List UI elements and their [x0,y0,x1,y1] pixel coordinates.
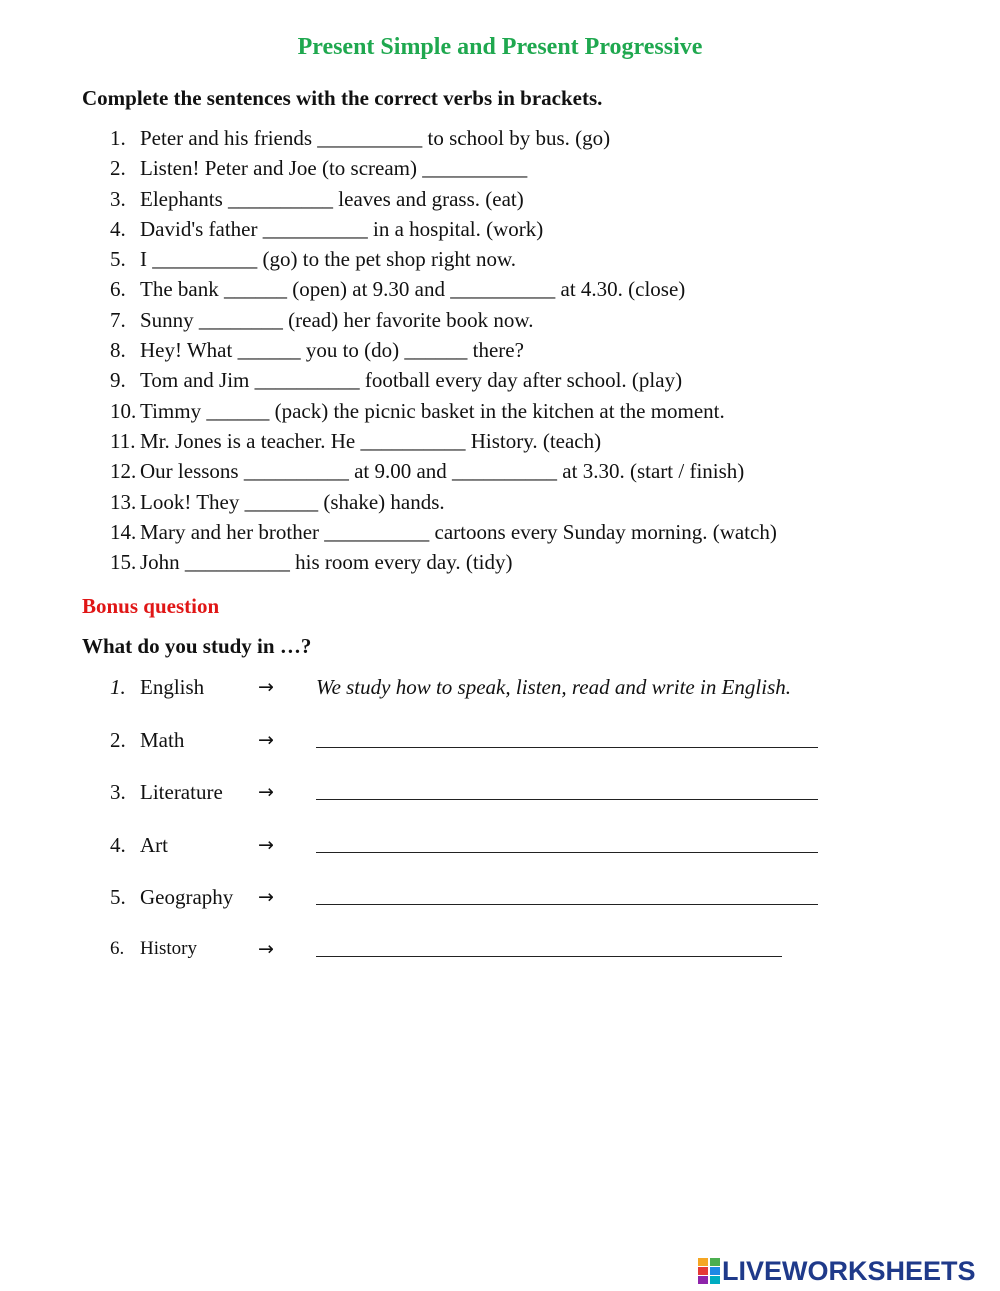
item-text: Our lessons __________ at 9.00 and __________ at 3.30. (start / finish) [140,459,745,484]
item-text: Tom and Jim __________ football every day after school. (play) [140,368,683,393]
arrow-right-icon: → [258,676,274,698]
exercise-item [0,123,1000,153]
item-number: 1. [110,126,126,150]
item-text: Look! They _______ (shake) hands. [140,489,445,514]
exercise-item [0,335,1000,365]
study-row-art [0,830,1000,860]
worksheet-title: Present Simple and Present Progressive [297,34,703,60]
arrow-right-icon: → [258,729,274,751]
study-number: 3. [110,780,126,804]
answer-blank-line[interactable] [316,956,782,957]
exercise-item [0,184,1000,214]
item-text: Elephants __________ leaves and grass. (eat) [140,186,524,211]
study-answer: We study how to speak, listen, read and write in English. [316,675,792,699]
study-number: 5. [110,885,126,909]
study-row-literature [0,777,1000,807]
exercise-item [0,153,1000,183]
study-row-english [0,672,1000,702]
arrow-right-icon: → [258,938,274,960]
item-text: David's father __________ in a hospital. (work) [140,216,544,241]
study-subject: History [140,938,197,959]
answer-blank-line[interactable] [316,852,818,853]
item-text: Hey! What ______ you to (do) ______ there? [140,338,524,363]
exercise-item [0,456,1000,486]
item-number: 4. [110,216,126,241]
bonus-heading: Bonus question [82,594,220,618]
exercise-item [0,487,1000,517]
item-number: 13. [110,489,137,514]
bonus-question: What do you study in …? [82,634,312,658]
exercise-item [0,214,1000,244]
item-number: 15. [110,550,137,575]
arrow-right-icon: → [258,781,274,803]
item-text: I __________ (go) to the pet shop right now. [140,247,517,272]
study-row-math [0,725,1000,755]
item-number: 6. [110,277,126,302]
item-text: Mr. Jones is a teacher. He __________ History. (teach) [140,428,602,453]
exercise-list [0,123,1000,577]
study-number: 4. [110,833,126,857]
item-text: Peter and his friends __________ to school by bus. (go) [140,126,611,150]
item-number: 5. [110,247,126,272]
exercise-item [0,426,1000,456]
answer-blank-line[interactable] [316,799,818,800]
study-number: 1. [110,675,126,699]
logo-text: LIVEWORKSHEETS [722,1255,976,1286]
item-text: Timmy ______ (pack) the picnic basket in the kitchen at the moment. [140,398,725,423]
study-subject: Math [140,728,185,752]
item-number: 7. [110,307,126,332]
answer-blank-line[interactable] [316,747,818,748]
study-subject: Geography [140,885,234,909]
item-number: 9. [110,368,126,393]
item-text: Sunny ________ (read) her favorite book now. [140,307,534,332]
exercise-item [0,547,1000,577]
instruction-heading: Complete the sentences with the correct verbs in brackets. [82,86,603,110]
item-number: 12. [110,459,137,484]
item-text: Mary and her brother __________ cartoons every Sunday morning. (watch) [140,519,777,544]
item-number: 3. [110,186,126,211]
arrow-right-icon: → [258,834,274,856]
exercise-item [0,305,1000,335]
item-text: Listen! Peter and Joe (to scream) __________ [140,156,528,181]
item-number: 8. [110,338,126,363]
answer-blank-line[interactable] [316,904,818,905]
study-subject: English [140,675,205,699]
item-number: 2. [110,156,126,181]
exercise-item [0,244,1000,274]
study-number: 2. [110,728,126,752]
exercise-item [0,274,1000,304]
item-number: 11. [110,428,136,453]
exercise-item [0,396,1000,426]
item-number: 14. [110,519,137,544]
item-number: 10. [110,398,137,423]
liveworksheets-logo [698,1254,976,1288]
study-subject: Art [140,833,168,857]
liveworksheets-logo-icon [698,1258,720,1284]
study-row-geography [0,882,1000,912]
exercise-item [0,365,1000,395]
study-number: 6. [110,938,125,959]
exercise-item [0,517,1000,547]
study-subject: Literature [140,780,223,804]
arrow-right-icon: → [258,886,274,908]
item-text: The bank ______ (open) at 9.30 and __________ at 4.30. (close) [140,277,686,302]
study-row-history [0,934,1000,964]
item-text: John __________ his room every day. (tidy) [140,550,513,575]
